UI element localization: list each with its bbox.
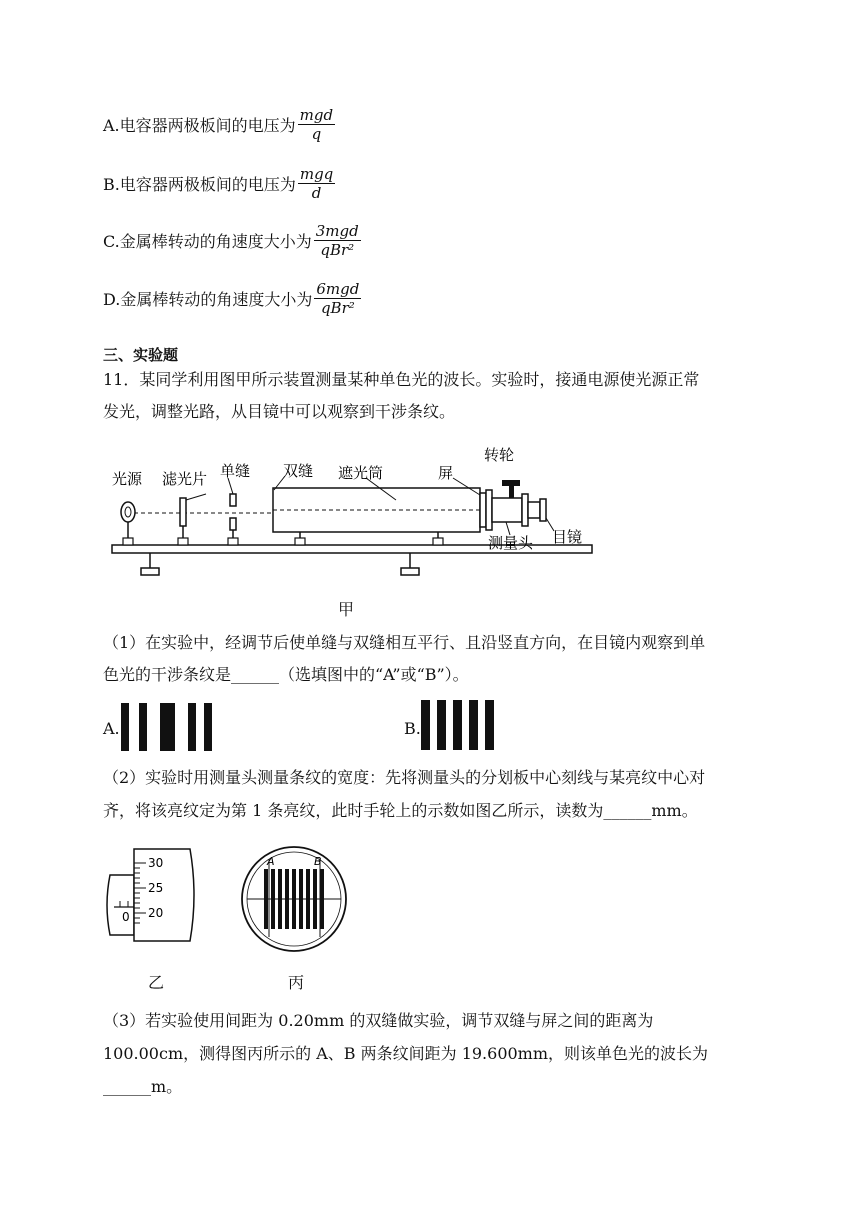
option-d <box>103 280 361 317</box>
fraction-numerator: 6mgd <box>316 280 360 298</box>
light-shield-tube <box>273 488 480 545</box>
label-double-slit: 双缝 <box>283 462 314 480</box>
option-a <box>103 106 335 143</box>
label-eyepiece: 目镜 <box>552 528 583 546</box>
thimble-tick-30: 30 <box>148 856 164 870</box>
marker-b: B <box>314 855 322 868</box>
stripe <box>453 700 462 750</box>
choice-a-label: A. <box>103 719 120 738</box>
stripe <box>485 700 494 750</box>
stripe <box>139 703 147 751</box>
fraction-denominator: q <box>311 125 322 143</box>
single-slit <box>228 494 238 545</box>
figure-bing-caption: 丙 <box>288 973 305 992</box>
stripe <box>437 700 446 750</box>
part-2-line-2: 齐，将该亮纹定为第 1 条亮纹，此时手轮上的示数如图乙所示，读数为______mm。 <box>103 801 698 820</box>
fraction-denominator: qBr² <box>320 299 355 317</box>
stripe <box>188 703 196 751</box>
part-3-line-1: （3）若实验使用间距为 0.20mm 的双缝做实验，调节双缝与屏之间的距离为 <box>103 1011 654 1030</box>
thimble-tick-20: 20 <box>148 906 164 920</box>
figure-jia-caption: 甲 <box>338 600 355 619</box>
part-3-line-2: 100.00cm，测得图丙所示的 A、B 两条纹间距为 19.600mm，则该单色光的波长为 <box>103 1044 709 1063</box>
label-tube: 遮光筒 <box>338 464 384 482</box>
rail-foot-left <box>141 553 159 575</box>
option-d-text: D.金属棒转动的角速度大小为 <box>103 290 313 309</box>
pattern-b <box>420 700 502 752</box>
option-a-fraction <box>298 106 335 143</box>
option-a-text: A.电容器两极板间的电压为 <box>103 116 296 135</box>
question-11-line-2: 发光，调整光路，从目镜中可以观察到干涉条纹。 <box>103 402 456 421</box>
part-1-line-2: 色光的干涉条纹是______（选填图中的“A”或“B”）。 <box>103 665 469 684</box>
label-single-slit: 单缝 <box>220 462 251 480</box>
filter <box>178 498 188 545</box>
stripe <box>469 700 478 750</box>
option-c-fraction <box>314 222 361 259</box>
label-wheel: 转轮 <box>484 446 515 464</box>
fraction-denominator: d <box>311 184 322 202</box>
thimble-tick-25: 25 <box>148 881 164 895</box>
label-screen: 屏 <box>438 464 454 482</box>
label-light-source: 光源 <box>112 470 143 488</box>
option-b <box>103 165 335 202</box>
fraction-numerator: mgd <box>299 106 334 124</box>
apparatus-diagram <box>108 438 598 580</box>
fraction-denominator: qBr² <box>320 241 355 259</box>
fringe-view-diagram <box>236 845 356 955</box>
label-measuring-head: 测量头 <box>488 534 534 552</box>
stripe <box>121 703 129 751</box>
part-3-line-3: ______m。 <box>103 1077 183 1096</box>
pattern-a <box>120 703 215 753</box>
fringe-stripes <box>264 869 324 929</box>
section-title: 三、实验题 <box>103 346 179 364</box>
option-b-fraction <box>298 165 335 202</box>
fraction-numerator: 3mgd <box>315 222 359 240</box>
sleeve-zero-label: 0 <box>122 910 130 924</box>
micrometer-diagram <box>100 845 210 945</box>
choice-b-label: B. <box>404 719 421 738</box>
option-c-text: C.金属棒转动的角速度大小为 <box>103 232 312 251</box>
option-c <box>103 222 361 259</box>
wheel <box>502 480 520 498</box>
light-source <box>121 502 135 545</box>
stripe <box>160 703 175 751</box>
part-2-line-1: （2）实验时用测量头测量条纹的宽度：先将测量头的分划板中心刻线与某亮纹中心对 <box>103 768 706 787</box>
option-d-fraction <box>314 280 361 317</box>
marker-a: A <box>267 855 275 868</box>
fraction-numerator: mgq <box>299 165 334 183</box>
part-1-line-1: （1）在实验中，经调节后使单缝与双缝相互平行、且沿竖直方向，在目镜内观察到单 <box>103 633 706 652</box>
stripe <box>204 703 212 751</box>
figure-yi-caption: 乙 <box>148 973 165 992</box>
label-filter: 滤光片 <box>162 470 208 488</box>
stripe <box>421 700 430 750</box>
rail-foot-right <box>401 553 419 575</box>
option-b-text: B.电容器两极板间的电压为 <box>103 175 296 194</box>
question-11-line-1: 11．某同学利用图甲所示装置测量某种单色光的波长。实验时，接通电源使光源正常 <box>103 370 700 389</box>
